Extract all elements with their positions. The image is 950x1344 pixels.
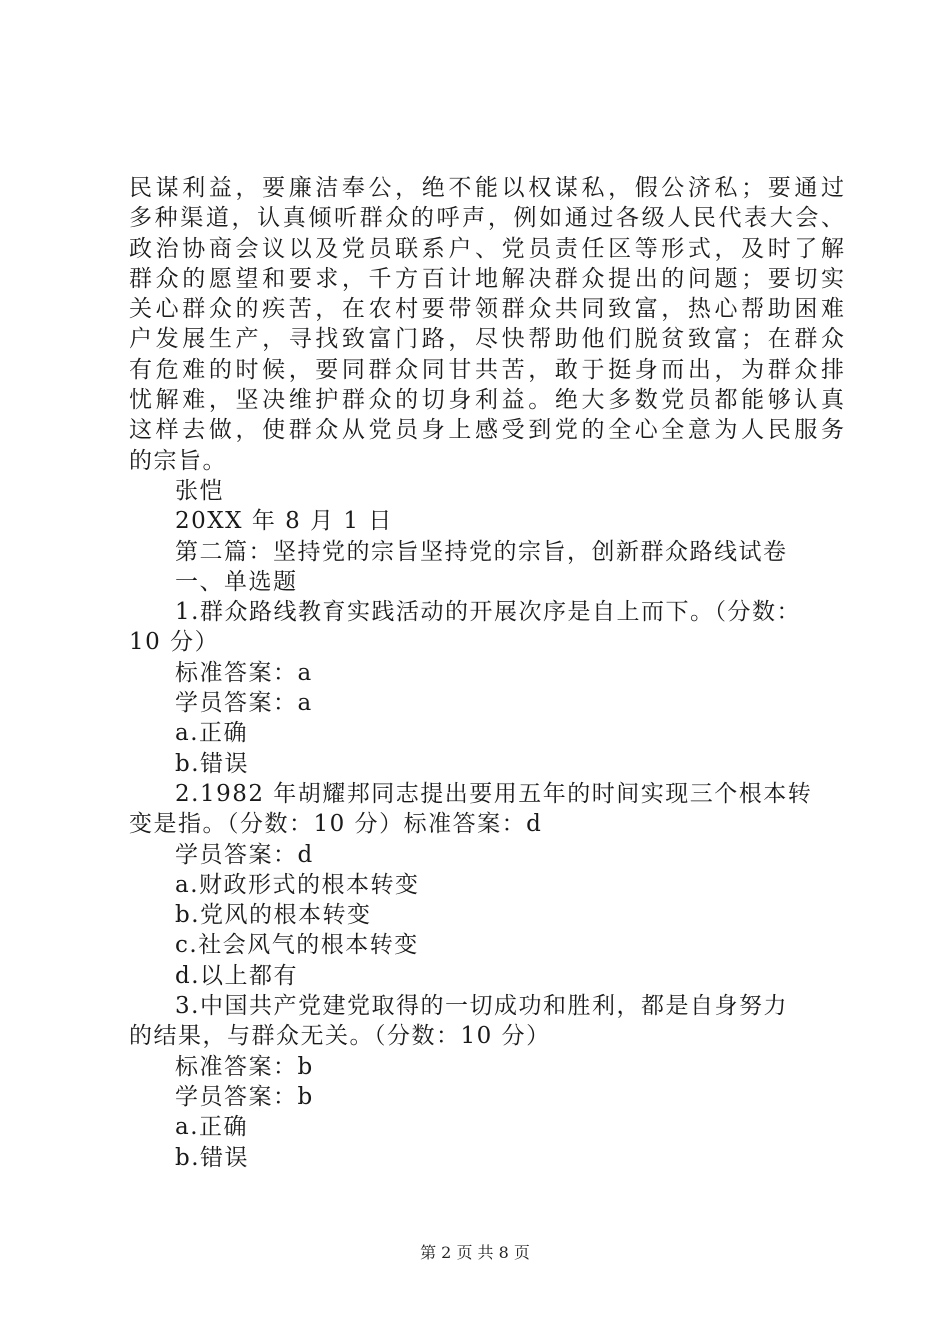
question-2-student-answer: 学员答案：d [175,841,314,868]
question-2-option-b: b.党风的根本转变 [175,902,372,929]
question-2-option-a: a.财政形式的根本转变 [175,871,420,898]
page-footer: 第 2 页 共 8 页 [420,1243,530,1262]
question-3-standard-answer: 标准答案：b [175,1053,314,1080]
paragraph-line: 忧解难，坚决维护群众的切身利益。绝大多数党员都能够认真 [129,387,844,414]
question-1-option-a: a.正确 [175,720,249,747]
question-type-heading: 一、单选题 [175,568,298,595]
question-3-option-a: a.正确 [175,1114,249,1141]
paragraph-line: 有危难的时候，要同群众同甘共苦，敢于挺身而出，为群众排 [129,356,844,383]
paragraph-line: 群众的愿望和要求，千方百计地解决群众提出的问题；要切实 [129,265,844,292]
paragraph-line: 户发展生产，寻找致富门路，尽快帮助他们脱贫致富；在群众 [129,326,844,353]
paragraph-line: 关心群众的疾苦，在农村要带领群众共同致富，热心帮助困难 [129,296,844,323]
question-3-text: 3.中国共产党建党取得的一切成功和胜利，都是自身努力 [175,993,788,1020]
question-1-standard-answer: 标准答案：a [175,659,313,686]
paragraph-line: 的宗旨。 [129,447,227,474]
paragraph-line: 这样去做，使群众从党员身上感受到党的全心全意为人民服务 [129,417,844,444]
question-3-student-answer: 学员答案：b [175,1083,314,1110]
question-3-option-b: b.错误 [175,1144,250,1171]
question-1-option-b: b.错误 [175,750,250,777]
question-1-text: 1.群众路线教育实践活动的开展次序是自上而下。（分数： [175,599,801,626]
question-3-text-cont: 的结果，与群众无关。（分数：10 分） [129,1023,551,1050]
question-2-option-c: c.社会风气的根本转变 [175,932,419,959]
document-body [129,173,844,1173]
document-date: 20XX 年 8 月 1 日 [175,508,393,535]
question-2-option-d: d.以上都有 [175,962,299,989]
question-1-student-answer: 学员答案：a [175,690,313,717]
author-name: 张恺 [175,477,224,504]
question-2-text-cont: 变是指。（分数：10 分）标准答案：d [129,811,543,838]
paragraph-line: 多种渠道，认真倾听群众的呼声，例如通过各级人民代表大会、 [129,205,844,232]
section-title: 第二篇：坚持党的宗旨坚持党的宗旨，创新群众路线试卷 [175,538,788,565]
paragraph-line: 民谋利益，要廉洁奉公，绝不能以权谋私，假公济私；要通过 [129,175,844,201]
question-1-text-cont: 10 分） [129,629,220,656]
paragraph-line: 政治协商会议以及党员联系户、党员责任区等形式，及时了解 [129,235,844,262]
question-2-text: 2.1982 年胡耀邦同志提出要用五年的时间实现三个根本转 [175,780,813,807]
